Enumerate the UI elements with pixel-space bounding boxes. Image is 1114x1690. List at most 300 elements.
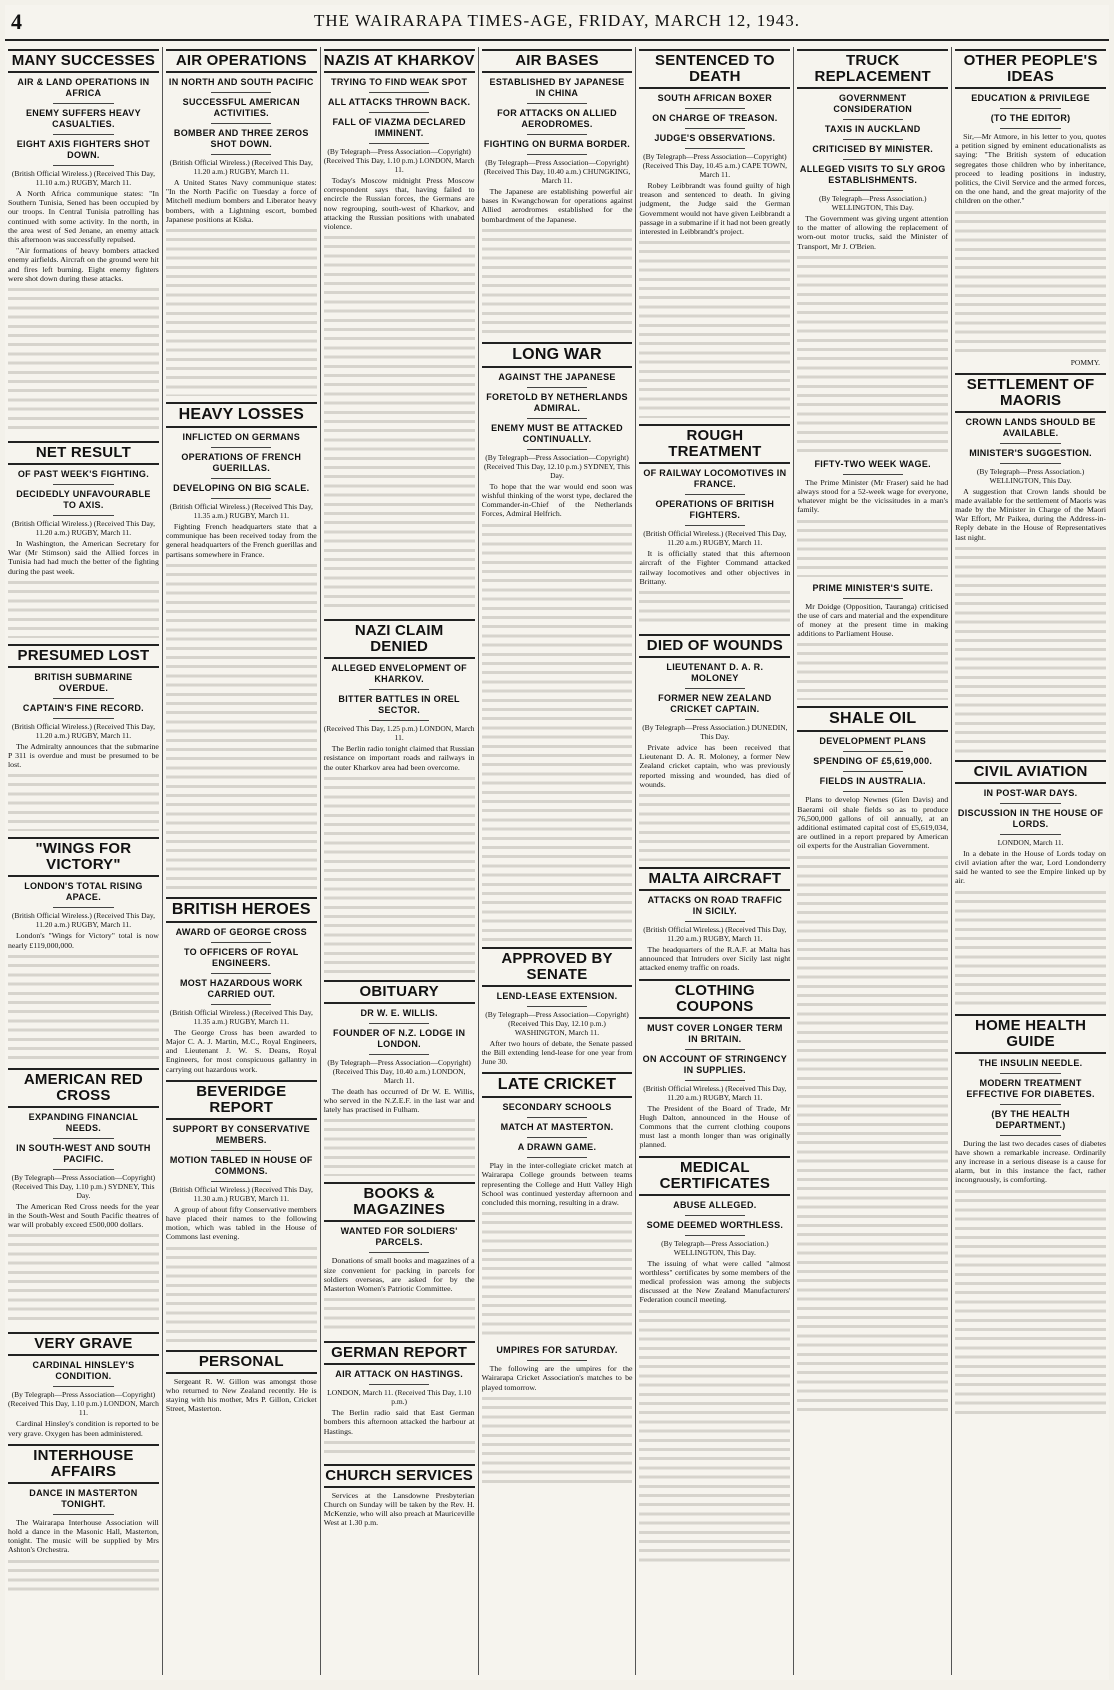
divider [1000,463,1060,464]
divider [685,494,745,495]
dateline: (By Telegraph—Press Association.) WELLINGTON, This Day. [661,1238,769,1257]
article-paragraph: Sergeant R. W. Gillon was amongst those who returned to New Zealand recently. He is staying with his mother, Mrs P. Gillon, Cricket Street, Masterton. [165,1376,317,1414]
article-paragraph: In Washington, the American Secretary for War (Mr Stimson) said the Allied forces in Tunisia had had much the better of the fighting during the past week. [8,539,159,576]
article [166,1350,317,1414]
article-subheading: OF RAILWAY LOCOMOTIVES IN FRANCE. [643,468,787,490]
divider [527,1117,587,1118]
divider [1000,834,1060,835]
article [955,373,1106,754]
article-subheading: AIR ATTACK ON HASTINGS. [335,1369,464,1380]
dateline: (By Telegraph—Press Association—Copyright) (Received This Day, 1.10 p.m.) SYDNEY, This Day. [11,1172,156,1200]
article [8,49,159,435]
article [166,897,317,1074]
article [324,49,475,613]
divider [53,1514,113,1515]
dateline: (By Telegraph—Press Association—Copyright) (Received This Day, 12.10 p.m.) SYDNEY, This Day. [484,452,630,480]
dateline: (By Telegraph—Press Association—Copyright) (Received This Day, 12.10 p.m.) WASHINGTON, March 11. [485,1009,629,1037]
article-subheading: MUST COVER LONGER TERM IN BRITAIN. [647,1022,783,1044]
article-paragraph: The Berlin radio said that East German bombers this afternoon attacked the harbour at Hastings. [323,1408,475,1436]
divider [211,154,271,155]
article-subheading: WANTED FOR SOLDIERS' PARCELS. [340,1226,458,1248]
article-subheading: OPERATIONS OF BRITISH FIGHTERS. [655,499,775,521]
column-3 [321,47,479,1675]
article-headline: DIED OF WOUNDS [639,634,790,658]
article [8,1332,159,1437]
article-subheading: FORETOLD BY NETHERLANDS ADMIRAL. [486,391,628,413]
dateline: (British Official Wireless.) (Received This Day, 11.10 a.m.) RUGBY, March 11. [11,169,155,187]
article-paragraph: The Berlin radio tonight claimed that Russian resistance on important roads and railways in the outer Kharkov area had been overcome. [323,744,475,772]
article [639,1156,790,1567]
article [639,49,790,418]
article-subheading: AWARD OF GEORGE CROSS [175,926,307,937]
divider [843,771,903,772]
article [324,1341,475,1458]
article [482,1345,633,1484]
dateline: (British Official Wireless.) (Received This Day, 11.20 a.m.) RUGBY, March 11. [643,529,787,548]
divider [685,1215,745,1216]
article-subheading: OF PAST WEEK'S FIGHTING. [17,469,150,480]
article-headline: OBITUARY [324,980,475,1004]
article-headline: SETTLEMENT OF MAORIS [955,373,1106,413]
divider [685,1049,745,1050]
article-subheading: SOME DEEMED WORTHLESS. [646,1219,784,1230]
divider [527,418,587,419]
article-subheading: MOTION TABLED IN HOUSE OF COMMONS. [169,1154,313,1176]
article-continued-text [639,1307,790,1567]
column-4 [479,47,637,1675]
divider [685,1235,745,1236]
divider [685,719,745,720]
article-headline: NET RESULT [8,441,159,465]
article-subheading: TO OFFICERS OF ROYAL ENGINEERS. [184,946,299,968]
article-subheading: DEVELOPMENT PLANS [819,736,927,747]
article-paragraph: The headquarters of the R.A.F. at Malta has announced that Intruders over Sicily last night attacked enemy traffic on roads. [639,945,791,973]
divider [527,449,587,450]
article-headline: INTERHOUSE AFFAIRS [8,1444,159,1484]
article [955,1014,1106,1417]
dateline: (British Official Wireless.) (Received This Day, 11.30 a.m.) RUGBY, March 11. [169,1184,313,1203]
divider [211,92,271,93]
dateline: (British Official Wireless.) (Received This Day, 11.20 a.m.) RUGBY, March 11. [643,1083,787,1102]
article-continued-text [955,888,1106,1008]
article-subheading: OPERATIONS OF FRENCH GUERILLAS. [181,452,302,474]
article-subheading: FALL OF VIAZMA DECLARED IMMINENT. [332,117,466,138]
dateline: (By Telegraph—Press Association.) WELLINGTON, This Day. [819,194,927,212]
divider [685,525,745,526]
newspaper-title: THE WAIRARAPA TIMES-AGE, FRIDAY, MARCH 12, 1943. [314,11,800,30]
article-continued-text [8,1231,159,1326]
article-continued-text [955,544,1106,754]
article-continued-text [324,1116,475,1176]
divider [211,1150,271,1151]
article-paragraph: The President of the Board of Trade, Mr Hugh Dalton, announced in the House of Commons that the current clothing coupons must last a month longer than was originally planned. [639,1103,791,1150]
divider [369,112,429,113]
article-headline: CIVIL AVIATION [955,760,1106,784]
article-headline: SHALE OIL [797,706,948,732]
article-subheading: DEVELOPING ON BIG SCALE. [173,483,310,494]
divider [211,478,271,479]
divider [685,688,745,689]
article [639,867,790,973]
article [482,342,633,941]
article-paragraph: Sir,—Mr Atmore, in his letter to you, quotes a petition signed by eminent educationalists as saying: "The British system of education segregates those children who by inheritance, proceed to leading positions in industry, politics, the Civil Service and the armed forces, on the one hand, and the great majority of the children on the other." [955,132,1107,206]
article [324,980,475,1177]
article [324,619,475,974]
article-continued-text [8,771,159,831]
article-headline: AIR BASES [482,49,633,73]
article-subheading: ATTACKS ON ROAD TRAFFIC IN SICILY. [647,895,783,917]
article-headline: MEDICAL CERTIFICATES [639,1156,790,1196]
dateline: (By Telegraph—Press Association.) DUNEDIN, This Day. [642,723,788,742]
divider [369,1384,429,1385]
column-2 [163,47,321,1675]
article-continued-text [797,517,948,577]
dateline: (British Official Wireless.) (Received This Day, 11.20 a.m.) RUGBY, March 11. [11,721,155,740]
article-subheading: ON CHARGE OF TREASON. [652,113,778,123]
article [8,1444,159,1597]
divider [1000,128,1060,129]
article-continued-text [797,253,948,453]
article-headline: GERMAN REPORT [324,1341,475,1365]
article-continued-text [482,521,633,941]
article-paragraph: Plans to develop Newnes (Glen Davis) and Baerami oil shale fields so as to produce 76,500,000 gallons of oil annually, at an additional estimated capital cost of £5,619,034, are outlined in a report prepared by American oil experts for the Australian Government. [797,795,949,851]
article-headline: SENTENCED TO DEATH [639,49,790,89]
divider [369,1252,429,1253]
article-paragraph: The George Cross has been awarded to Major C. A. J. Martin, M.C., Royal Engineers, and Lieutenant J. W. S. Deans, Royal Engineers, for most conspicuous gallantry in carrying out hazardous work. [165,1027,317,1074]
article-subheading: LIEUTENANT D. A. R. MOLONEY [666,662,764,684]
article [8,1068,159,1327]
article-subheading: TAXIS IN AUCKLAND [824,124,921,134]
article-headline: "WINGS FOR VICTORY" [8,837,159,877]
article-continued-text [8,578,159,638]
article-headline: LONG WAR [482,342,633,368]
article-paragraph: Mr Doidge (Opposition, Tauranga) criticised the use of cars and material and the expenditure of money at the present time in making additions to Parliament House. [797,601,949,639]
article-subheading: LONDON'S TOTAL RISING APACE. [24,881,143,903]
article [8,837,159,1061]
divider [211,498,271,499]
article-subheading: INFLICTED ON GERMANS [182,432,301,443]
article-subheading: MODERN TREATMENT EFFECTIVE FOR DIABETES. [966,1077,1095,1099]
article [8,644,159,832]
dateline: (British Official Wireless.) (Received This Day, 11.20 a.m.) RUGBY, March 11. [11,911,155,930]
divider [843,139,903,140]
article-subheading: ENEMY SUFFERS HEAVY CASUALTIES. [25,108,141,129]
article-subheading: DR W. E. WILLIS. [360,1007,438,1018]
divider [843,159,903,160]
divider [53,165,113,166]
article-paragraph: London's "Wings for Victory" total is now nearly £119,000,000. [8,931,159,950]
dateline: (By Telegraph—Press Association.) WELLINGTON, This Day. [976,466,1085,485]
divider [843,190,903,191]
dateline: (British Official Wireless.) (Received This Day, 11.20 a.m.) RUGBY, March 11. [169,158,313,176]
divider [211,447,271,448]
article-continued-text [482,226,633,336]
article-paragraph: The Government was giving urgent attention to the matter of allowing the replacement of worn-out motor trucks, said the Minister of Transport, Mr J. O'Brien. [797,214,949,251]
article-paragraph: To hope that the war would end soon was wishful thinking of the worst type, declared the Commander-in-Chief of the Netherlands Forces, Admiral Helfrich. [481,481,633,519]
article-subheading: DECIDEDLY UNFAVOURABLE TO AXIS. [16,489,151,511]
article-paragraph: A group of about fifty Conservative members have placed their names to the following motion, which was tabled in the House of Commons last evening. [165,1204,317,1242]
article-paragraph: The Wairarapa Interhouse Association will hold a dance in the Masonic Hall, Masterton, tonight. The music will be supplied by Mrs Ashton's Orchestra. [8,1517,159,1555]
article-headline: NAZI CLAIM DENIED [324,619,475,659]
article-continued-text [797,640,948,700]
divider [1000,1135,1060,1136]
article-paragraph: A North Africa communique states: "In Southern Tunisia, Sened has been occupied by our troops. In Central Tunisia patrolling has continued with some activity. In the north, in the area west of Sed Jenane, an enemy attack this afternoon was successfully repulsed. [8,189,159,245]
divider [843,598,903,599]
article-paragraph: During the last two decades cases of diabetes have shown a remarkable increase. Ordinarily any increase in a serious disease is a cause for alarm, but in this instance the fact, rather incongruously, is comforting. [955,1138,1107,1185]
divider [527,1006,587,1007]
article-subheading: IN NORTH AND SOUTH PACIFIC [168,77,314,87]
divider [527,1137,587,1138]
article-headline: CLOTHING COUPONS [639,979,790,1019]
article-headline: LATE CRICKET [482,1072,633,1098]
divider [685,1080,745,1081]
article-paragraph: The Prime Minister (Mr Fraser) said he had always stood for a 52-week wage for everyone, whatever might be the vicissitudes in a man's family. [797,477,949,515]
article-paragraph: The American Red Cross needs for the year in the South-West and South Pacific theatres of war will probably exceed £500,000 dollars. [8,1201,159,1230]
article-continued-text [166,561,317,891]
divider [685,128,745,129]
article-subheading: SECONDARY SCHOOLS [502,1102,612,1113]
divider [369,1054,429,1055]
article-subheading: FIELDS IN AUSTRALIA. [819,776,926,787]
article [166,402,317,891]
article-paragraph: The Japanese are establishing powerful air bases in Kwangchowan for operations against Allied aerodromes established for the bombardment of the Japanese. [481,187,633,224]
divider [527,154,587,155]
article-continued-text [482,1394,633,1484]
divider [53,1138,113,1139]
divider [53,134,113,135]
article [482,49,633,336]
divider [527,1360,587,1361]
article-headline: TRUCK REPLACEMENT [797,49,948,89]
article-subheading: BITTER BATTLES IN OREL SECTOR. [338,694,460,716]
article-subheading: A DRAWN GAME. [517,1142,597,1153]
article-subheading: LEND-LEASE EXTENSION. [496,990,618,1001]
divider [53,1169,113,1170]
article-headline: AMERICAN RED CROSS [8,1068,159,1108]
article-headline: CHURCH SERVICES [324,1464,475,1488]
article [797,706,948,1412]
article [166,49,317,396]
article-paragraph: Robey Leibbrandt was found guilty of high treason and sentenced to death. In giving judgment, the Judge said the German Government would not have given Leibbrandt a passage in a submarine if it had not been greatly interested in Leibbrandt's project. [639,181,791,237]
article [955,49,1106,367]
divider [53,1386,113,1387]
article-subheading: PRIME MINISTER'S SUITE. [812,582,933,593]
article [797,49,948,453]
article-paragraph: Play in the inter-collegiate cricket match at Wairarapa College grounds between teams representing the College and Hutt Valley High School was continued yesterday afternoon and concluded this morning, resulting in a draw. [481,1161,633,1208]
article-paragraph: A suggestion that Crown lands should be made available for the settlement of Maoris was made by the Minister in Charge of the Maori War Effort, Mr Paikea, during the Address-in-Reply debate in the House of Representatives last night. [955,486,1107,542]
masthead [5,5,1109,41]
article-paragraph: A United States Navy communique states: "In the North Pacific on Tuesday a force of Mitchell medium bombers and Liberator heavy bombers, with a Lightning escort, bombed Japanese positions at Kiska. [165,178,317,224]
divider [211,1004,271,1005]
divider [685,148,745,149]
article-subheading: BRITISH SUBMARINE OVERDUE. [34,671,133,693]
column-6 [794,47,952,1675]
article-subheading: SOUTH AFRICAN BOXER [657,93,773,103]
article-paragraph: The following are the umpires for the Wairarapa Cricket Association's matches to be played tomorrow. [481,1364,633,1392]
divider [53,484,113,485]
divider [527,103,587,104]
article-continued-text [8,952,159,1062]
dateline: LONDON, March 11. (Received This Day, 1.10 p.m.) [327,1388,472,1407]
article-headline: BEVERIDGE REPORT [166,1080,317,1120]
article-paragraph: Donations of small books and magazines of a size convenient for packing in parcels for soldiers overseas, are asked for by the Masterton Women's Patriotic Committee. [323,1256,475,1294]
article-continued-text [797,853,948,1413]
article-subheading: AGAINST THE JAPANESE [498,371,616,382]
article-headline: ROUGH TREATMENT [639,424,790,464]
article-subheading: FOUNDER OF N.Z. LODGE IN LONDON. [333,1027,466,1049]
divider [211,1181,271,1182]
article [639,979,790,1150]
article-paragraph: In a debate in the House of Lords today on civil aviation after the war, Lord Londonderry said he wanted to see the Empire linked up by air. [955,848,1107,886]
article-subheading: ON ACCOUNT OF STRINGENCY IN SUPPLIES. [642,1053,788,1075]
article-headline: NAZIS AT KHARKOV [324,49,475,73]
article-subheading: ALLEGED VISITS TO SLY GROG ESTABLISHMENTS. [799,164,946,185]
article-subheading: CAPTAIN'S FINE RECORD. [22,702,144,713]
dateline: (British Official Wireless.) (Received This Day, 11.20 a.m.) RUGBY, March 11. [643,925,787,944]
article-headline: MALTA AIRCRAFT [639,867,790,891]
divider [211,942,271,943]
article-headline: PRESUMED LOST [8,644,159,668]
article-continued-text [639,588,790,628]
article [955,760,1106,1008]
column-1 [5,47,163,1675]
dateline: (By Telegraph—Press Association—Copyright) (Received This Day, 10.40 a.m.) CHUNGKING, March 11. [483,158,631,185]
article-headline: VERY GRAVE [8,1332,159,1356]
divider [369,720,429,721]
article-subheading: MOST HAZARDOUS WORK CARRIED OUT. [179,977,303,999]
article-subheading: ABUSE ALLEGED. [673,1199,757,1210]
article-continued-text [324,1438,475,1458]
divider [53,718,113,719]
divider [685,108,745,109]
article-subheading: SUPPORT BY CONSERVATIVE MEMBERS. [172,1123,310,1145]
article [324,1182,475,1335]
article-continued-text [8,1557,159,1597]
dateline: (By Telegraph—Press Association—Copyright) (Received This Day, 1.10 p.m.) LONDON, March 11. [323,147,475,174]
article-paragraph: The Admiralty announces that the submarine P 311 is overdue and must be presumed to be lost. [8,741,159,770]
dateline: (Received This Day, 1.25 p.m.) LONDON, March 11. [323,724,475,743]
divider [369,689,429,690]
article-headline: APPROVED BY SENATE [482,947,633,987]
article-subheading: ALLEGED ENVELOPMENT OF KHARKOV. [331,663,467,685]
article-paragraph: Today's Moscow midnight Press Moscow correspondent says that, having failed to encircle the Russian forces, the Germans are now regrouping, south-west of Kharkov, and attacking the Russian positions with unabated violence. [323,176,475,232]
divider [1000,108,1060,109]
article-subheading: IN POST-WAR DAYS. [983,787,1078,798]
article-subheading: SPENDING OF £5,619,000. [813,756,933,767]
article-subheading: EIGHT AXIS FIGHTERS SHOT DOWN. [16,139,151,160]
divider [211,973,271,974]
article [797,583,948,701]
divider [1000,803,1060,804]
article-subheading: BOMBER AND THREE ZEROS SHOT DOWN. [173,128,309,149]
article-subheading: TRYING TO FIND WEAK SPOT [331,77,468,87]
article [639,424,790,628]
article-subheading: MATCH AT MASTERTON. [500,1122,614,1133]
article-continued-text [166,226,317,396]
article-subheading: IN SOUTH-WEST AND SOUTH PACIFIC. [16,1142,151,1164]
dateline: (By Telegraph—Press Association—Copyright) (Received This Day, 10.40 a.m.) LONDON, March 11. [327,1057,471,1085]
article-paragraph: The issuing of what were called "almost worthless" certificates by some members of the medical profession was among the subjects discussed at the New Zealand Manufacturers' Federation council meeting. [639,1258,791,1305]
article-paragraph: "Air formations of heavy bombers attacked enemy airfields. Aircraft on the ground were hit and fires left burning. Eight enemy fighters were shot down during these attacks. [8,246,159,283]
article-subheading: FIGHTING ON BURMA BORDER. [483,139,631,149]
article-headline: MANY SUCCESSES [8,49,159,73]
letter-signature: POMMY. [1070,357,1101,367]
article-paragraph: Private advice has been received that Lieutenant D. A. R. Moloney, a former New Zealand cricket captain, who was previously reported missing and wounded, has died of wounds. [639,743,791,789]
divider [527,387,587,388]
article [8,441,159,638]
newspaper-page [5,5,1109,1680]
article-paragraph: It is officially stated that this afternoon aircraft of the Fighter Command attacked railway locomotives and other objectives in Brittany. [639,549,791,586]
article-continued-text [324,1295,475,1335]
article-continued-text [482,1209,633,1339]
article-continued-text [955,208,1106,358]
article [324,1464,475,1528]
column-container [5,47,1109,1675]
article-headline: HEAVY LOSSES [166,402,317,428]
article-headline: OTHER PEOPLE'S IDEAS [955,49,1106,89]
article-subheading: (BY THE HEALTH DEPARTMENT.) [991,1108,1070,1130]
article-subheading: FOR ATTACKS ON ALLIED AERODROMES. [497,108,617,129]
page-number: 4 [11,9,22,34]
article [482,1072,633,1339]
article-continued-text [639,238,790,418]
divider [369,1023,429,1024]
divider [369,143,429,144]
article-subheading: (TO THE EDITOR) [990,113,1071,123]
divider [843,791,903,792]
article-headline: BRITISH HEROES [166,897,317,923]
article-headline: HOME HEALTH GUIDE [955,1014,1106,1054]
article-subheading: MINISTER'S SUGGESTION. [969,447,1092,458]
article-subheading: CARDINAL HINSLEY'S CONDITION. [32,1360,135,1382]
column-5 [636,47,794,1675]
divider [843,119,903,120]
divider [527,1157,587,1158]
article-continued-text [955,1187,1106,1417]
dateline: (British Official Wireless.) (Received This Day, 11.35 a.m.) RUGBY, March 11. [169,502,313,521]
article [482,947,633,1067]
article-paragraph: After two hours of debate, the Senate passed the Bill extending lend-lease for one year from June 30. [481,1038,633,1067]
column-7 [952,47,1109,1675]
article-paragraph: Services at the Lansdowne Presbyterian Church on Sunday will be taken by the Rev. H. McKenzie, who will also preach at Mauriceville West at 1.30 p.m. [323,1490,475,1528]
article-subheading: SUCCESSFUL AMERICAN ACTIVITIES. [182,97,300,118]
article-paragraph: Fighting French headquarters state that a communique has been received today from the general headquarters of the French guerillas and partisans somewhere in France. [165,522,317,559]
divider [53,515,113,516]
article-headline: BOOKS & MAGAZINES [324,1182,475,1222]
article-continued-text [324,774,475,974]
article-paragraph: Cardinal Hinsley's condition is reported to be very grave. Oxygen has been administered. [8,1419,159,1438]
divider [53,698,113,699]
divider [211,123,271,124]
article [639,634,790,861]
dateline: (By Telegraph—Press Association—Copyright) (Received This Day, 10.45 a.m.) CAPE TOWN, March 11. [642,152,788,179]
article-headline: AIR OPERATIONS [166,49,317,73]
article-continued-text [8,285,159,435]
dateline: (British Official Wireless.) (Received This Day, 11.20 a.m.) RUGBY, March 11. [11,519,155,538]
divider [53,103,113,104]
article-subheading: THE INSULIN NEEDLE. [978,1057,1083,1068]
dateline: (By Telegraph—Press Association—Copyright) (Received This Day, 1.10 p.m.) LONDON, March 11. [8,1390,159,1418]
divider [843,751,903,752]
divider [527,134,587,135]
dateline: (British Official Wireless.) (Received This Day, 11.35 a.m.) RUGBY, March 11. [169,1007,313,1026]
article-subheading: UMPIRES FOR SATURDAY. [496,1345,618,1356]
dateline: LONDON, March 11. [997,837,1064,847]
divider [1000,443,1060,444]
divider [843,474,903,475]
article-continued-text [324,233,475,613]
divider [53,907,113,908]
